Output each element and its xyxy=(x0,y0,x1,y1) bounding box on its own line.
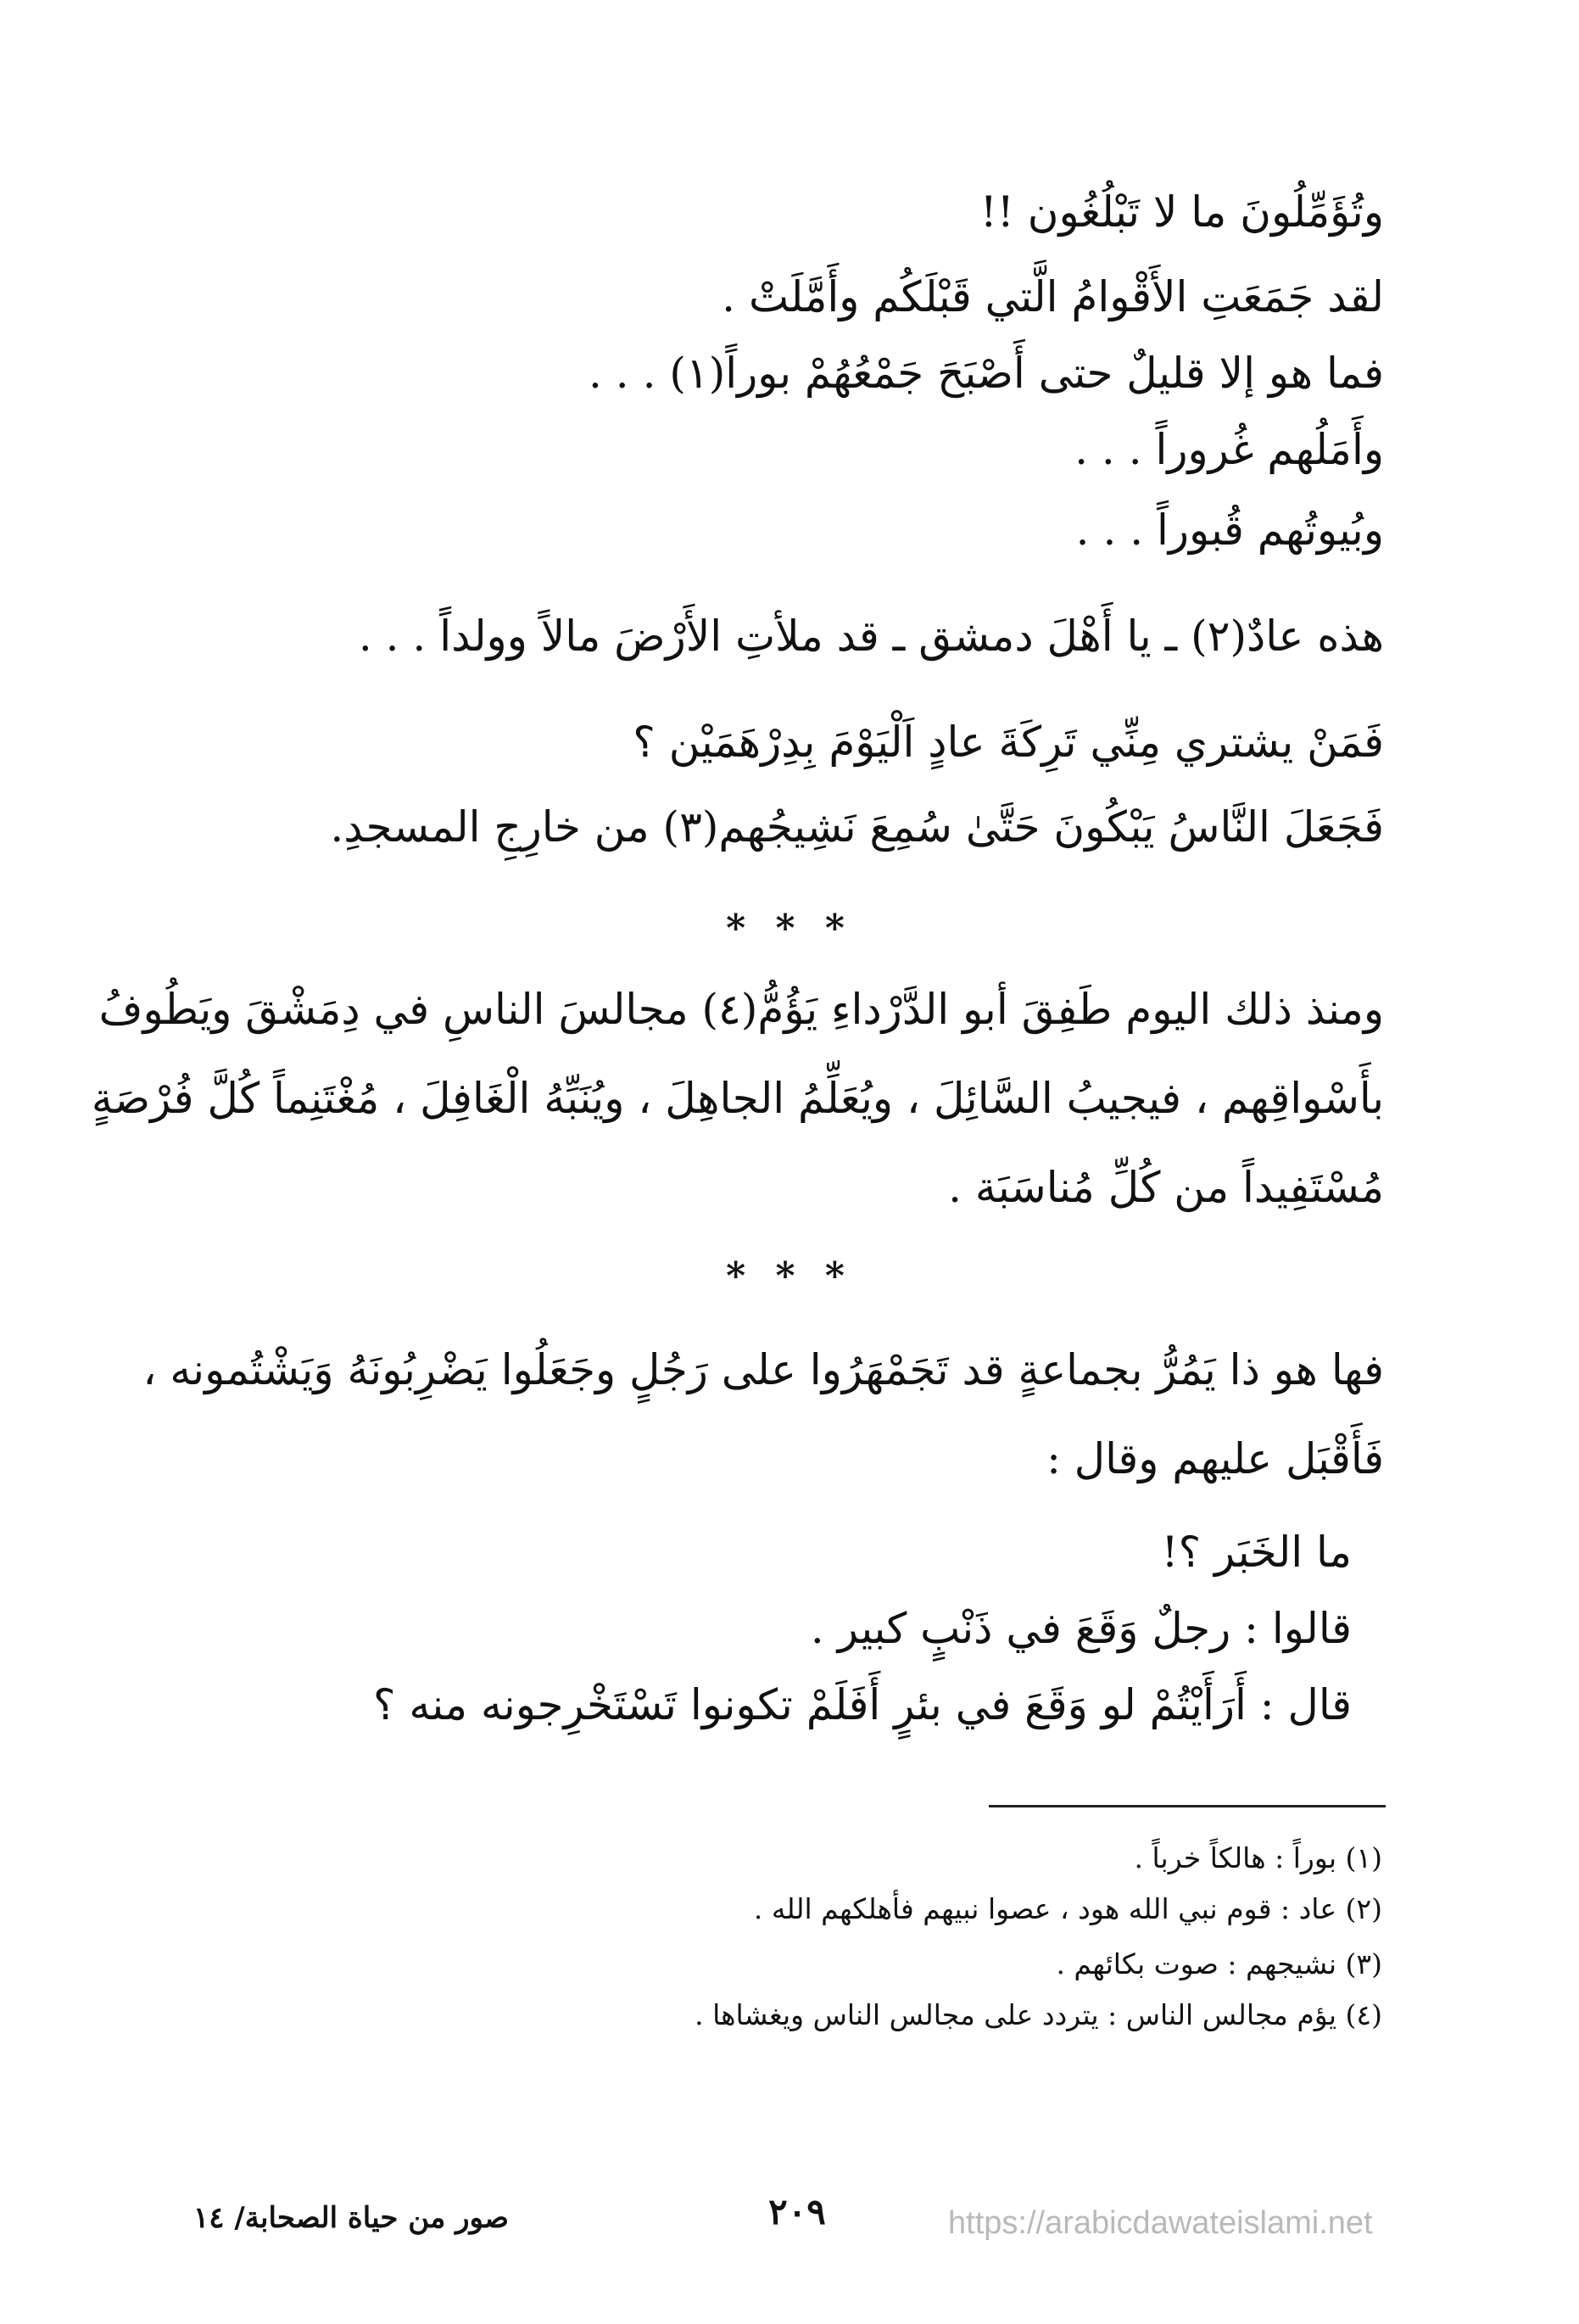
text-line: فها هو ذا يَمُرُّ بجماعةٍ قد تَجَمْهَرُوا على رَجُلٍ وجَعَلُوا يَضْرِبُونَهُ وَيَشْتُمونه ، xyxy=(142,1345,1384,1394)
text-line: فما هو إلا قليلٌ حتى أَصْبَحَ جَمْعُهُمْ بوراً(١) . . . xyxy=(589,349,1384,398)
text-line: لقد جَمَعَتِ الأَقْوامُ الَّتي قَبْلَكُم وأَمَّلَتْ . xyxy=(722,272,1384,321)
book-title: صور من حياة الصحابة/ ١٤ xyxy=(193,2201,509,2235)
section-divider: * * * xyxy=(726,1254,853,1298)
text-line: ما الخَبَر ؟! xyxy=(1161,1528,1352,1577)
text-line: وأَمَلُهم غُروراً . . . xyxy=(1074,425,1384,474)
footnote: (٣) نشيجهم : صوت بكائهم . xyxy=(1056,1947,1382,1980)
section-divider: * * * xyxy=(726,907,853,950)
footnote: (١) بوراً : هالكاً خرباً . xyxy=(1134,1841,1382,1874)
text-line: هذه عادٌ(٢) ـ يا أَهْلَ دمشق ـ قد ملأتِ الأَرْضَ مالاً وولداً . . . xyxy=(358,612,1384,661)
text-line: ومنذ ذلك اليوم طَفِقَ أبو الدَّرْداءِ يَؤُمُّ(٤) مجالسَ الناسِ في دِمَشْقَ ويَطُوفُ xyxy=(98,985,1384,1034)
footnote-divider xyxy=(989,1805,1386,1807)
text-line: قالوا : رجلٌ وَقَعَ في ذَنْبٍ كبير . xyxy=(810,1604,1352,1653)
page-number: ٢٠٩ xyxy=(768,2191,826,2232)
text-line: قال : أَرَأَيْتُمْ لو وَقَعَ في بئرٍ أَفَلَمْ تكونوا تَسْتَخْرِجونه منه ؟ xyxy=(372,1680,1352,1729)
text-line: وبُيوتُهم قُبوراً . . . xyxy=(1075,506,1384,555)
text-line: فَمَنْ يشتري مِنِّي تَرِكَةَ عادٍ اَلْيَوْمَ بِدِرْهَمَيْن ؟ xyxy=(633,718,1384,767)
footnote: (٤) يؤم مجالس الناس : يتردد على مجالس الناس ويغشاها . xyxy=(695,1998,1382,2031)
text-line: مُسْتَفِيداً من كُلِّ مُناسَبَة . xyxy=(948,1163,1384,1212)
watermark-url: https://arabicdawateislami.net xyxy=(948,2205,1373,2241)
text-line: فَجَعَلَ النَّاسُ يَبْكُونَ حَتَّىٰ سُمِعَ نَشِيجُهم(٣) من خارِجِ المسجدِ. xyxy=(330,802,1384,852)
footnote: (٢) عاد : قوم نبي الله هود ، عصوا نبيهم فأهلكهم الله . xyxy=(753,1892,1382,1925)
text-line: وتُؤَمِّلُونَ ما لا تَبْلُغُون !! xyxy=(979,187,1384,237)
text-line: بأَسْواقِهم ، فيجيبُ السَّائِلَ ، ويُعَلِّمُ الجاهِلَ ، ويُنَبِّهُ الْغَافِلَ ، مُغْتَنِماً كُلَّ فُرْصَةٍ xyxy=(91,1074,1384,1123)
text-line: فَأَقْبَل عليهم وقال : xyxy=(1046,1434,1384,1483)
